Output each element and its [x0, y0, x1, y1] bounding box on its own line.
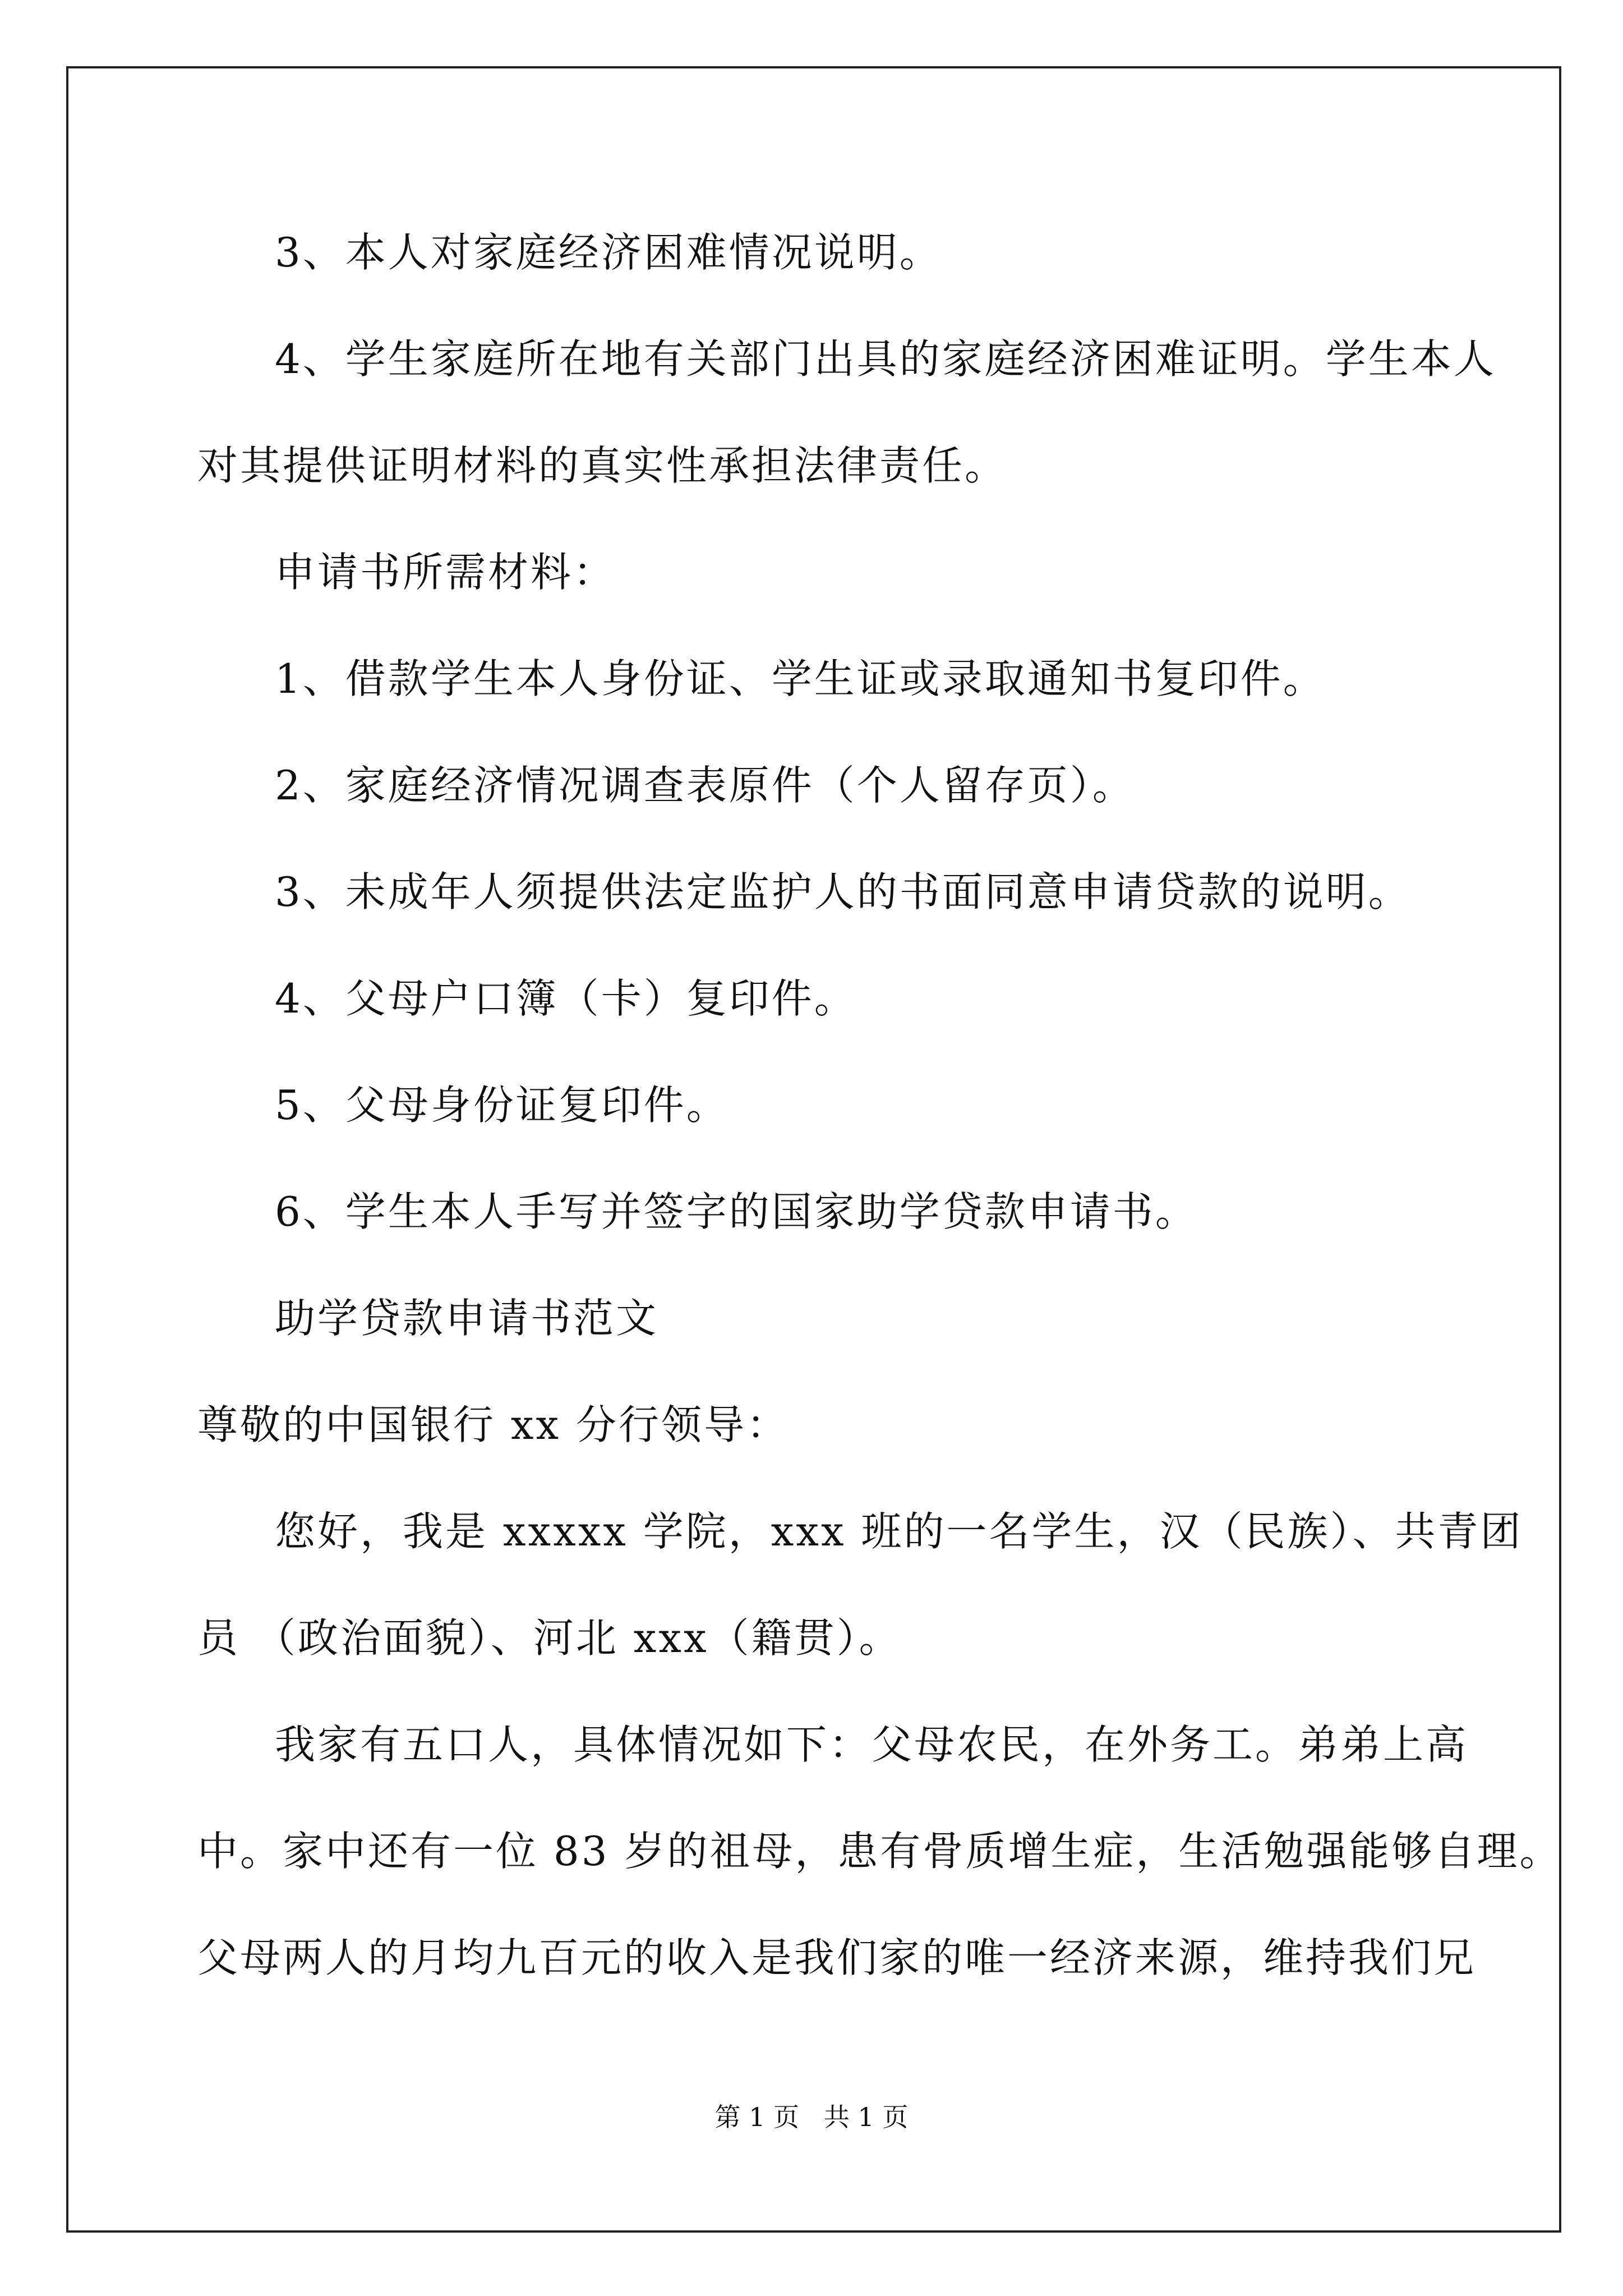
list-item: 2、家庭经济情况调查表原件（个人留存页）。 — [275, 762, 1135, 809]
paragraph-line: 父母两人的月均九百元的收入是我们家的唯一经济来源，维持我们兄 — [197, 1934, 1477, 1981]
paragraph-line: 3、本人对家庭经济困难情况说明。 — [275, 229, 942, 276]
paragraph-line: 中。家中还有一位 83 岁的祖母，患有骨质增生症，生活勉强能够自理。 — [197, 1828, 1562, 1875]
page-number-footer: 第 1 页 共 1 页 — [714, 2102, 909, 2132]
paragraph-line: 您好，我是 xxxxx 学院，xxx 班的一名学生，汉（民族）、共青团 — [275, 1508, 1523, 1555]
paragraph-line: 我家有五口人，具体情况如下：父母农民，在外务工。弟弟上高 — [275, 1721, 1469, 1768]
page-border — [66, 66, 1561, 2233]
salutation: 尊敬的中国银行 xx 分行领导： — [197, 1401, 789, 1448]
list-item: 1、借款学生本人身份证、学生证或录取通知书复印件。 — [275, 655, 1326, 702]
section-heading: 助学贷款申请书范文 — [275, 1295, 659, 1342]
list-item: 3、未成年人须提供法定监护人的书面同意申请贷款的说明。 — [275, 868, 1411, 915]
paragraph-line: 4、学生家庭所在地有关部门出具的家庭经济困难证明。学生本人 — [275, 335, 1496, 383]
list-item: 4、父母户口簿（卡）复印件。 — [275, 975, 857, 1022]
paragraph-line: 对其提供证明材料的真实性承担法律责任。 — [197, 442, 1008, 489]
list-item: 6、学生本人手写并签字的国家助学贷款申请书。 — [275, 1188, 1198, 1235]
section-heading: 申请书所需材料： — [275, 549, 616, 596]
list-item: 5、父母身份证复印件。 — [275, 1082, 729, 1129]
paragraph-line: 员 （政治面貌）、河北 xxx（籍贯）。 — [197, 1614, 902, 1662]
